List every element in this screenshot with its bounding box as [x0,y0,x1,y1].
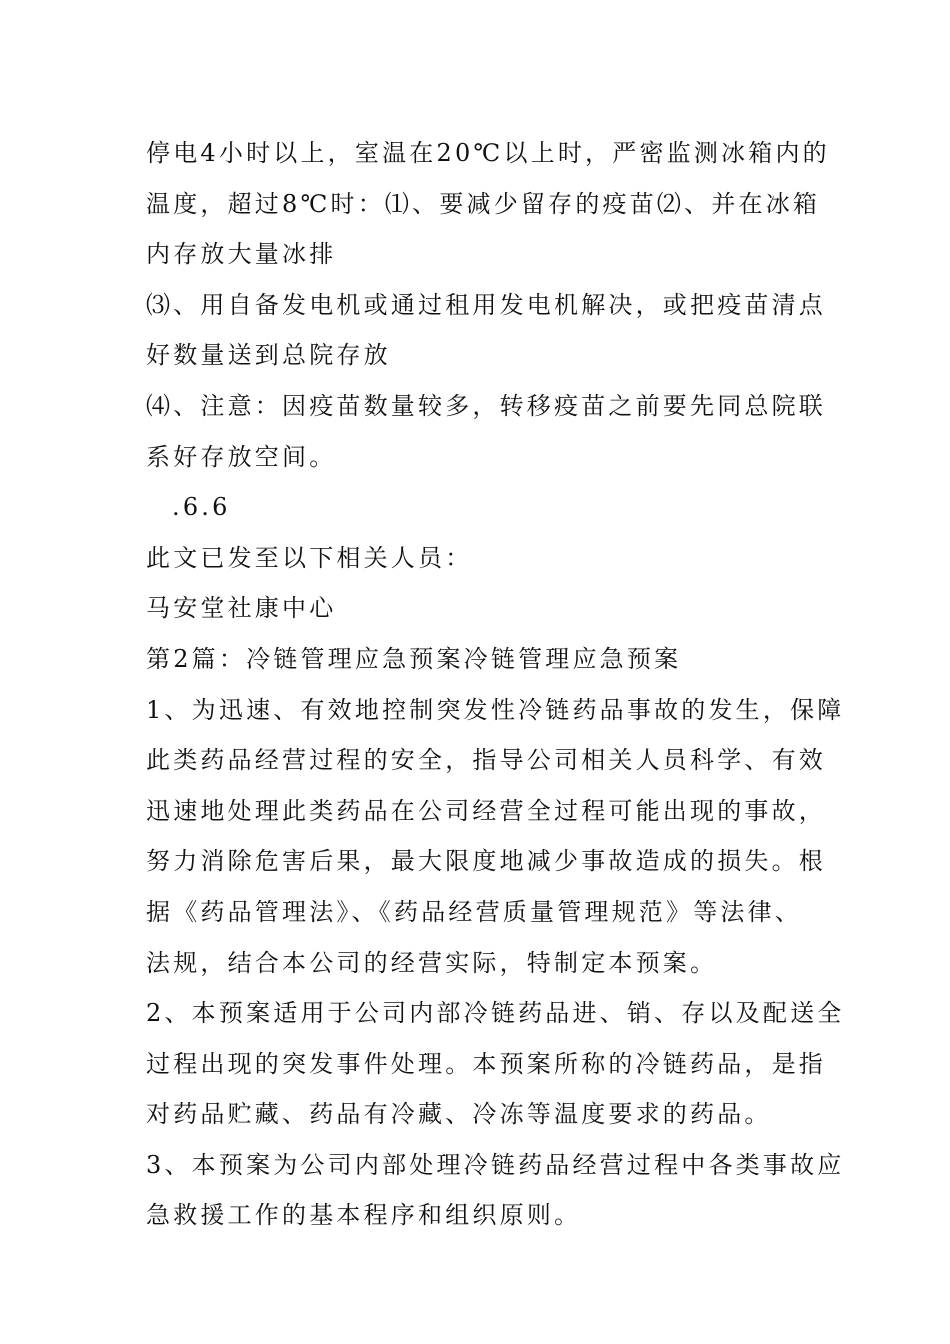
text-line: 努力消除危害后果，最大限度地减少事故造成的损失。根 [146,847,826,876]
text-line: ⑷、注意：因疫苗数量较多，转移疫苗之前要先同总院联 [146,391,826,420]
text-line: 对药品贮藏、药品有冷藏、冷冻等温度要求的药品。 [146,1100,772,1129]
text-line: 2、本预案适用于公司内部冷链药品进、销、存以及配送全 [146,999,845,1028]
text-line: 马安堂社康中心 [146,594,337,623]
text-line: 系好存放空间。 [146,442,337,471]
section-heading: 第2篇：冷链管理应急预案冷链管理应急预案 [146,644,682,673]
text-line: 法规，结合本公司的经营实际，特制定本预案。 [146,948,718,977]
text-line: 此文已发至以下相关人员： [146,543,473,572]
document-body [146,128,845,1241]
text-line: 过程出现的突发事件处理。本预案所称的冷链药品，是指 [146,1049,826,1078]
text-line: 3、本预案为公司内部处理冷链药品经营过程中各类事故应 [146,1150,845,1179]
text-line: 内存放大量冰排 [146,240,337,269]
text-line: 迅速地处理此类药品在公司经营全过程可能出现的事故， [146,796,826,825]
text-line: ⑶、用自备发电机或通过租用发电机解决，或把疫苗清点 [146,290,826,319]
text-line: 据《药品管理法》、《药品经营质量管理规范》等法律、 [146,897,802,926]
text-line: 1、为迅速、有效地控制突发性冷链药品事故的发生，保障 [146,695,845,724]
text-line: 急救援工作的基本程序和组织原则。 [146,1201,582,1230]
date-line: .6.6 [172,493,231,522]
text-line: 此类药品经营过程的安全，指导公司相关人员科学、有效 [146,746,826,775]
text-line: 停电4小时以上，室温在20℃以上时，严密监测冰箱内的 [146,139,830,167]
text-line: 温度，超过8℃时：⑴、要减少留存的疫苗⑵、并在冰箱 [146,189,821,218]
text-line: 好数量送到总院存放 [146,341,391,370]
